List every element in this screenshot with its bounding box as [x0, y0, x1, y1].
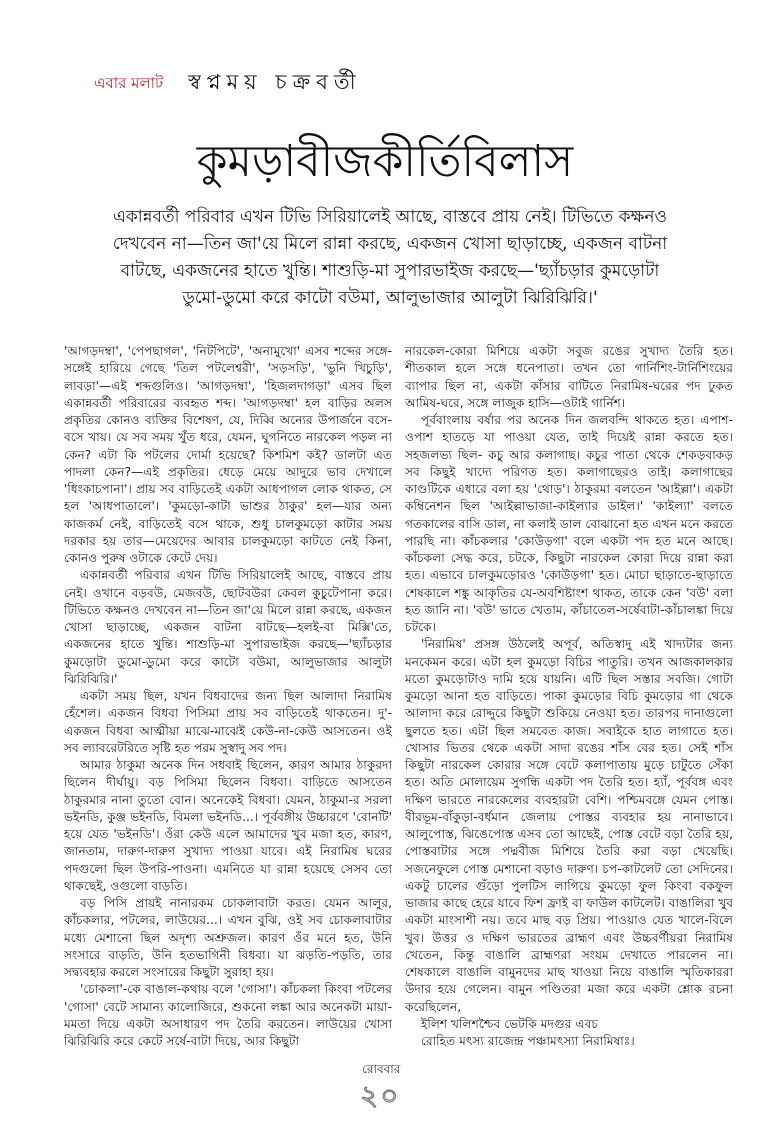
page-number: ২০	[360, 1079, 401, 1112]
paragraph: একান্নবর্তী পরিবার এখন টিভি সিরিয়ালেই আছে, বাস্তবে প্রায় নেই। ওখানে বড়বউ, মেজবউ, ছোটবউরা কেবল কুচুটেপানা করে। টিভিতে কক্ষনও দেখবেন না—তিন জা'য়ে মিলে রান্না করছে, একজন খোসা ছাড়াচ্ছে, একজন বাটনা বাটছে—হলই-বা মিক্সি'তে, একজনের হাতে খুন্তি। শাশুড়ি-মা সুপারভাইজ করছে—'ছ্যাঁচড়ার কুমড়োটা ডুমো-ডুমো করে কাটো বউমা, আলুভাজার আলুটা ঝিরিঝিরি।'	[64, 568, 392, 686]
article-title: কুমড়াবীজকীর্তিবিলাস	[196, 136, 574, 187]
paragraph: 'আগড়দম্বা', 'পেপছাগল', 'নিটপিটে', 'অনামুখো' এসব শব্দের সঙ্গে-সঙ্গেই হারিয়ে গেছে 'তিল পটলেশ্বরী', 'সড়সড়ি', 'ভুনি খিচুড়ি', লাবড়া'—এই শব্দগুলিও। 'আগড়দম্বা', 'হিজলদাগড়া' এসব ছিল একান্নবর্তী পরিবারের ব্যবহৃত শব্দ। 'আগড়দম্বা' হল বাড়ির অলস প্রকৃতির কোনও ব্যক্তির বিশেষণ, যে, দিব্বি অন্যের উপার্জনে বসে-বসে খায়। যে সব সময় খুঁত ধরে, যেমন, ঘুগনিতে নারকেল পড়ল না কেন? এটা কি পটলের দোর্মা হয়েছে? কিশমিশ কই? ডালটা এত পাদলা কেন?—এই প্রকৃতির। ধেড়ে মেয়ে আদুরে ভাব দেখালে 'ধিংকাচপানা'। প্রায় সব বাড়িতেই একটা আধপাগল লোক থাকত, সে হল 'আধপাতালে'। 'কুমড়ো-কাটা ভাশুর ঠাকুর' হল—যার অন্য কাজকর্ম নেই, বাড়িতেই বসে থাকে, শুধু চালকুমড়ো কাটার সময় দরকার হয় তার—মেয়েদের আবার চালকুমড়ো কাটতে নেই কিনা, কোনও পুরুষ ওটাকে কেটে দেয়।	[64, 344, 392, 565]
verse-line: রোহিত মৎস্য রাজেন্দ্র পঞ্চামৎস্যা নিরামিষাঃ।	[421, 1034, 635, 1048]
paragraph: নারকেল-কোরা মিশিয়ে একটা সবুজ রঙের সুখাদ্য তৈরি হত। শীতকাল হলে সঙ্গে ধনেপাতা। তখন তো গার্নিশিং-টার্নিশিংয়ের ব্যাপার ছিল না, একটা কাঁসার বাটিতে নিরামিষ-ঘরের পদ ঢুকত আমিষ-ঘরে, সঙ্গে লাজুক হাসি—ওটাই গার্নিশ।	[405, 344, 733, 410]
footer-label: রোববার	[362, 1062, 401, 1076]
verse-line: ইলিশ খলিশশ্চৈব ভেটকি মদগুর এবচ	[421, 1016, 598, 1031]
paragraph: আমার ঠাকুমা অনেক দিন সধবাই ছিলেন, কারণ আমার ঠাকুরদা ছিলেন দীর্ঘায়ু। বড় পিসিমা ছিলেন বিধবা। বাড়িতে আসতেন ঠাকুরমার নানা তুতো বোন। অনেকেই বিধবা। যেমন, ঠাকুমা-র সরলা ভইনডি, কুঞ্জ ভইনডি, বিমলা ভইনডি...। পূর্ববঙ্গীয় উচ্চারণে 'বোনটি' হয়ে যেত 'ভইনডি'। ওঁরা কেউ এলে আমাদের খুব মজা হত, কারণ, জানতাম, দারুণ-দারুণ সুখাদ্য পাওয়া যাবে। এই নিরামিষ ঘরের পদগুলো ছিল উপরি-পাওনা। এমনিতে যা রান্না হয়েছে সেসব তো থাকছেই, ওগুলো বাড়তি।	[64, 758, 392, 893]
paragraph: 'চোকলা'-কে বাঙাল-কথায় বলে 'গোসা'। কাঁচকলা কিংবা পটলের 'গোসা' বেটে সামান্য কালোজিরে, শুকনো লঙ্কা আর অনেকটা মায়া-মমতা দিয়ে একটা অসাধারণ পদ তৈরি করতেন। লাউয়ের খোসা ঝিরিঝিরি করে কেটে সর্ষে-বাটা দিয়ে, আর কিছুটা	[64, 982, 392, 1048]
paragraph: পূর্ববাংলায় বর্ষার পর অনেক দিন জলবন্দি থাকতে হত। এপাশ-ওপাশ হাতড়ে যা পাওয়া যেত, তাই দিয়েই রান্না করতে হত। সহজলভ্য ছিল- কচু আর কলাগাছ। কচুর পাতা থেকে শেকড়বাকড় সব কিছুই খাদ্যে পরিণত হত। কলাগাছেরও তাই। কলাগাছের কাণ্ডটিকে এধারে বলা হয় 'থোড়'। ঠাকুরমা বলতেন 'আইল্লা'। একটা কম্বিনেশন ছিল 'আইল্লাভাজা-কাইল্যার ডাইল।' 'কাইল্যা' বলতে গতকালের বাসি ডাল, না কলাই ডাল বোঝানো হত এখন মনে করতে পারছি না। কাঁচকলার 'কোউড়গা' বলে একটা পদ হত মনে আছে। কাঁচকলা সেদ্ধ করে, চটকে, কিছুটা নারকেল কোরা দিয়ে রান্না করা হত। এভাবে চালকুমড়োরও 'কোউড়গা' হত। মোচা ছাড়াতে-ছাড়াতে শেষকালে শঙ্কু আকৃতির যে-অবশিষ্টাংশ থাকত, তাকে কেন 'বউ' বলা হত জানি না। 'বউ' ভাতে খেতাম, কাঁচাতেল-সর্ষেবাটা-কাঁচালঙ্কা দিয়ে চটকে।	[405, 413, 733, 634]
paragraph: বড় পিসি প্রায়ই নানারকম চোকলাবাটা করত। যেমন আলুর, কাঁচকলার, পটলের, লাউয়ের...। এখন বুঝি, ওই সব চোকলাবাটার মধ্যে মেশানো ছিল অদৃশ্য অশ্রুজল। কারণ ওঁর মনে হত, উনি সংসারে বাড়তি, উনি হতভাগিনী বিধবা। যা ঝড়তি-পড়তি, তার সদ্ব্যবহার করলে সংসারের কিছুটা সুরাহা হয়।	[64, 896, 392, 979]
paragraph: 'নিরামিষ' প্রসঙ্গ উঠলেই অপূর্ব, অতিস্বাদু এই খাদ্যটার জন্য মনকেমন করে। এটা হল কুমড়ো বিচির পাতুরি। তখন আজকালকার মতো কুমড়োটাও দামি হয়ে যায়নি। এটি ছিল সস্তার সবজি। গোটা কুমড়ো আনা হত বাড়িতে। পাকা কুমড়োর বিচি কুমড়োর গা থেকে আলাদা করে রোদ্দুরে কিছুটা শুকিয়ে নেওয়া হত। তারপর দানাগুলো ছুলতে হত। এটা ছিল সমবেত কাজ। সবাইকে হাত লাগাতে হত। খোসার ভিতর থেকে একটা সাদা রঙের শাঁস বের হত। সেই শাঁস কিছুটা নারকেল কোরার সঙ্গে বেটে কলাপাতায় মুড়ে চাটুতে সেঁকা হত। অতি মোলায়েম সুগন্ধি একটা পদ তৈরি হত। হ্যাঁ, পূর্ববঙ্গ এবং দক্ষিণ ভারতে নারকেলের ব্যবহারটা বেশি। পশ্চিমবঙ্গে যেমন পোস্ত। বীরভূম-বাঁকুড়া-বর্ধমান জেলায় পোস্তর ব্যবহার হয় নানাভাবে। আলুপোস্ত, ঝিঙেপোস্ত এসব তো আছেই, পোস্ত বেটে বড়া তৈরি হয়, পোস্তবাটার সঙ্গে পদ্মবীজ মিশিয়ে তৈরি করা বড়া খেয়েছি। সজনেফুলে পোস্ত মেশানো বড়াও দারুণ। চপ-কাটলেট তো সেদিনের। একটু চালের গুঁড়ো পুলটিস লাগিয়ে কুমড়ো ফুল কিংবা বকফুল ভাজার কাছে হেরে যাবে ফিশ ফ্রাই বা ফাউল কাটলেট। বাঙালিরা খুব একটা মাংসাশী নয়। তবে মাছ বড় প্রিয়। পাওয়াও যেত খালে-বিলে খুব। উত্তর ও দক্ষিণ ভারতের ব্রাহ্মণ এবং উচ্চবর্ণীয়রা নিরামিষ খেতেন, কিন্তু বাঙালি ব্রাহ্মণরা সংযম দেখাতে পারলেন না। শেষকালে বাঙালি বামুনদের মাছ খাওয়া নিয়ে বাঙালি স্মৃতিকাররা উদার হয়ে গেলেন। বামুন পণ্ডিতরা মজা করে একটা শ্লোক রচনা করেছিলেন,	[405, 637, 733, 1014]
paragraph: একটা সময় ছিল, যখন বিধবাদের জন্য ছিল আলাদা নিরামিষ হেঁশেল। একজন বিধবা পিসিমা প্রায় সব বাড়িতেই থাকতেন। দু'-একজন বিধবা আত্মীয়া মাঝে-মাঝেই কেউ-না-কেউ আসতেন। ওই সব ল্যাবরেটরিতে সৃষ্টি হত পরম সুস্বাদু সব পদ।	[64, 689, 392, 755]
section-kicker: এবার মলাট	[94, 74, 164, 92]
right-column	[405, 343, 733, 1050]
author-name: স্বপ্নময় চক্রবর্তী	[188, 70, 362, 94]
left-column	[64, 343, 392, 1050]
lead-paragraph: একান্নবর্তী পরিবার এখন টিভি সিরিয়ালেই আছে, বাস্তবে প্রায় নেই। টিভিতে কক্ষনও দেখবেন না—তিন জা'য়ে মিলে রান্না করছে, একজন খোসা ছাড়াচ্ছে, একজন বাটনা বাটছে, একজনের হাতে খুন্তি। শাশুড়ি-মা সুপারভাইজ করছে—'ছ্যাঁচড়ার কুমড়োটা ডুমো-ডুমো করে কাটো বউমা, আলুভাজার আলুটা ঝিরিঝিরি।'	[112, 207, 668, 308]
